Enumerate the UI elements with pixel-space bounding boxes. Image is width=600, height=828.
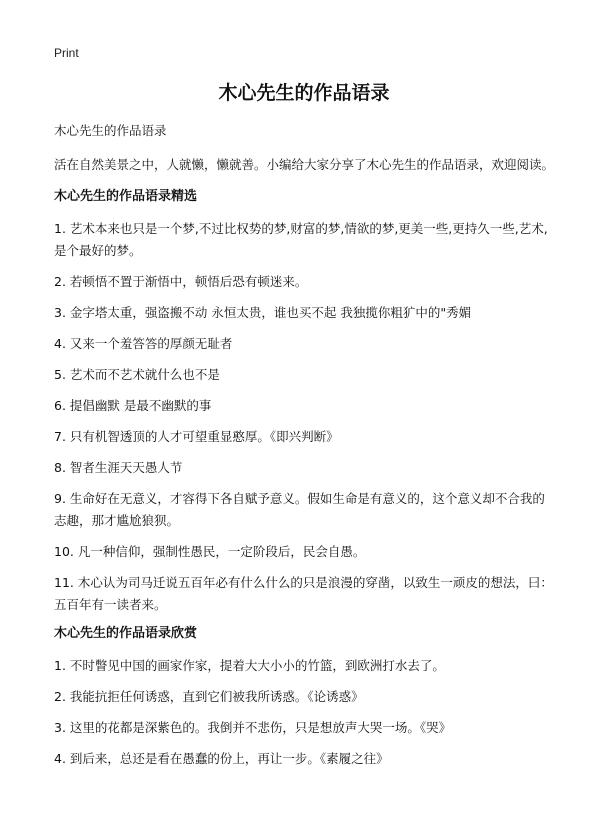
quote-item: 1. 艺术本来也只是一个梦,不过比权势的梦,财富的梦,情欲的梦,更美一些,更持久一些,艺术,是个最好的梦。 bbox=[54, 221, 548, 258]
section-quotes-selected bbox=[54, 188, 554, 616]
quote-item: 11. 木心认为司马迁说五百年必有什么什么的只是浪漫的穿凿，以致生一顽皮的想法，曰：五百年有一读者来。 bbox=[54, 575, 553, 612]
quote-item: 2. 我能抗拒任何诱惑，直到它们被我所诱惑。《论诱惑》 bbox=[54, 689, 364, 704]
article-subtitle: 木心先生的作品语录 bbox=[54, 123, 167, 138]
quote-item: 7. 只有机智透顶的人才可望重显憨厚。《即兴判断》 bbox=[54, 429, 339, 444]
quote-item: 1. 不时瞥见中国的画家作家，提着大大小小的竹篮，到欧洲打水去了。 bbox=[54, 658, 445, 673]
quote-item: 3. 金字塔太重，强盗搬不动 永恒太贵，谁也买不起 我独揽你粗犷中的"秀媚 bbox=[54, 305, 472, 320]
section-heading: 木心先生的作品语录精选 bbox=[54, 189, 198, 204]
section-quotes-appreciation bbox=[54, 625, 554, 770]
print-link[interactable]: Print bbox=[54, 46, 79, 60]
quote-item: 3. 这里的花都是深紫色的。我倒并不悲伤，只是想放声大哭一场。《哭》 bbox=[54, 720, 452, 735]
section-heading: 木心先生的作品语录欣赏 bbox=[54, 626, 198, 641]
article-intro: 活在自然美景之中，人就懒，懒就善。小编给大家分享了木心先生的作品语录，欢迎阅读。 bbox=[54, 157, 555, 172]
quote-item: 6. 提倡幽默 是最不幽默的事 bbox=[54, 398, 212, 413]
quote-item: 2. 若顿悟不置于渐悟中，顿悟后恐有顿迷来。 bbox=[54, 274, 308, 289]
quote-item: 4. 又来一个羞答答的厚颜无耻者 bbox=[54, 336, 233, 351]
quote-item: 4. 到后来，总还是看在愚蠢的份上，再让一步。《素履之往》 bbox=[54, 751, 389, 766]
quote-item: 9. 生命好在无意义，才容得下各自赋予意义。假如生命是有意义的，这个意义却不合我的志趣，那才尴尬狼狈。 bbox=[54, 491, 545, 528]
quote-item: 8. 智者生涯天天愚人节 bbox=[54, 460, 183, 475]
quote-item: 5. 艺术而不艺术就什么也不是 bbox=[54, 367, 220, 382]
page-title: 木心先生的作品语录 bbox=[218, 82, 390, 104]
article bbox=[54, 80, 554, 779]
quote-item: 10. 凡一种信仰，强制性愚民，一定阶段后，民会自愚。 bbox=[54, 544, 366, 559]
